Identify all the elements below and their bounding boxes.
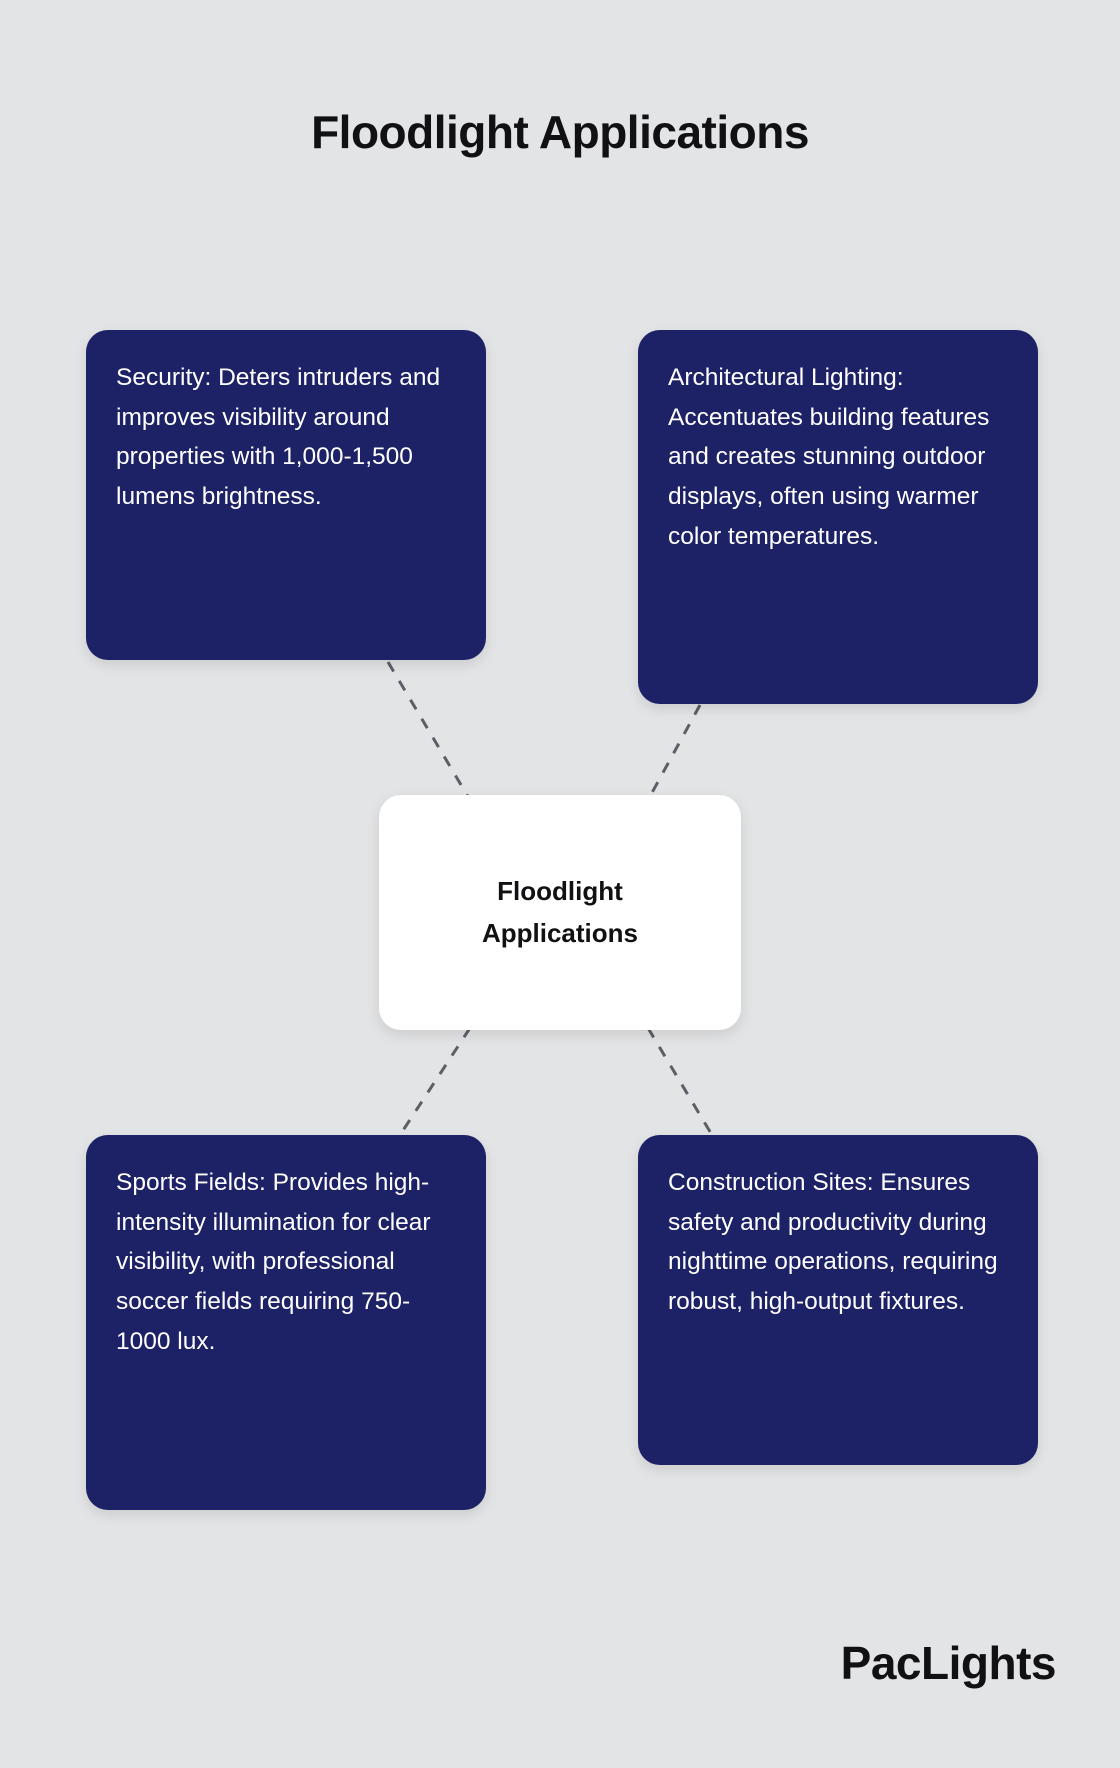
- node-architectural-lighting: [638, 330, 1038, 704]
- connector-top-right: [648, 705, 700, 800]
- center-node: [379, 795, 741, 1030]
- center-node-line-1: Floodlight: [497, 875, 623, 906]
- page-title: Floodlight Applications: [311, 106, 809, 158]
- node-sports-fields: [86, 1135, 486, 1510]
- connector-bottom-left: [400, 1028, 470, 1135]
- node-architectural-lighting-text: Architectural Lighting: Accentuates building features and creates stunning outdoor displays, often using warmer color temperatures.: [668, 364, 990, 550]
- node-security: [86, 330, 486, 660]
- connector-bottom-right: [648, 1028, 712, 1135]
- node-security-text: Security: Deters intruders and improves visibility around properties with 1,000-1,500 lumens brightness.: [116, 364, 441, 511]
- connector-top-left: [388, 662, 470, 800]
- node-construction-sites-text: Construction Sites: Ensures safety and productivity during nighttime operations, requiring robust, high-output fixtures.: [668, 1169, 998, 1316]
- center-node-label: [482, 871, 638, 954]
- node-sports-fields-text: Sports Fields: Provides high-intensity illumination for clear visibility, with professional soccer fields requiring 750-1000 lux.: [116, 1169, 431, 1355]
- brand-logo: PacLights: [840, 1637, 1056, 1689]
- center-node-line-2: Applications: [481, 917, 638, 948]
- node-construction-sites: [638, 1135, 1038, 1465]
